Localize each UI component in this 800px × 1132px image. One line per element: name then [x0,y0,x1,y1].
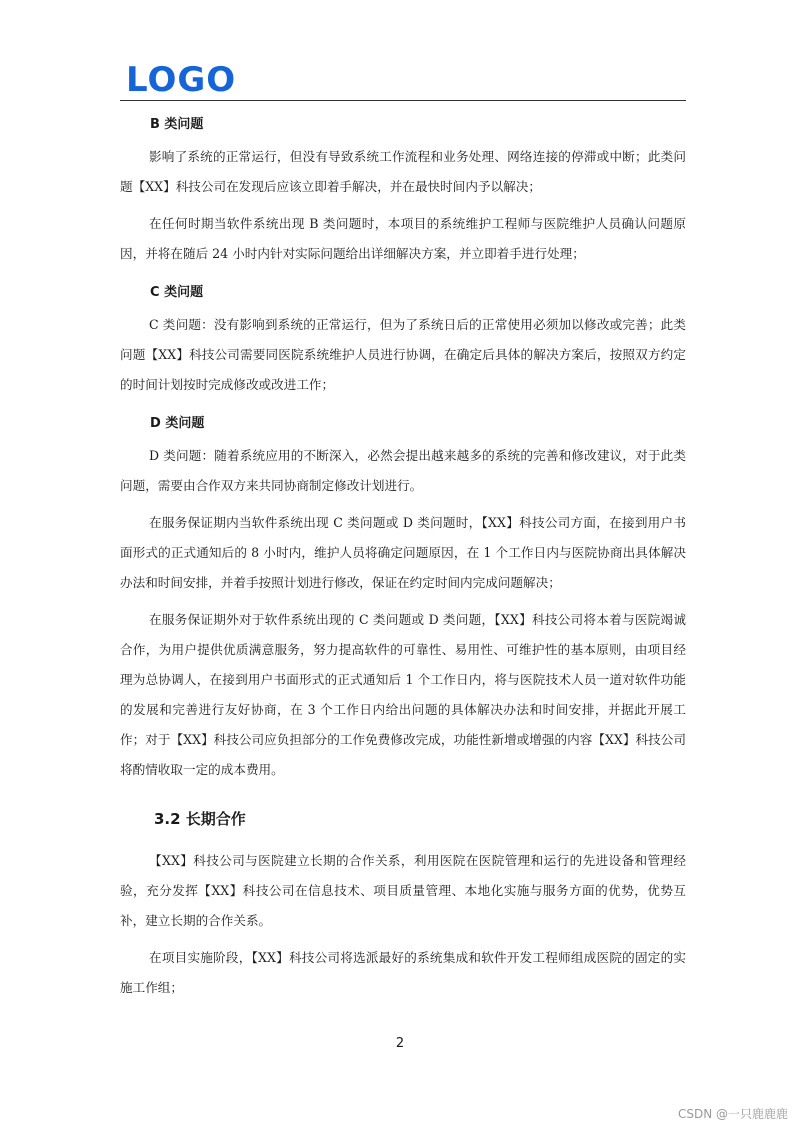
paragraph: 在项目实施阶段，【XX】科技公司将选派最好的系统集成和软件开发工程师组成医院的固定的实施工作组； [120,950,686,995]
paragraph: C 类问题：没有影响到系统的正常运行，但为了系统日后的正常使用必须加以修改或完善；此类问题【XX】科技公司需要同医院系统维护人员进行协调，在确定后具体的解决方案后，按照双方约定的时间计划按时完成修改或改进工作； [120,317,686,392]
heading-c-issues: C 类问题 [150,285,204,300]
page-number: 2 [395,1036,405,1051]
document-body [120,108,686,1010]
paragraph: 在服务保证期内当软件系统出现 C 类问题或 D 类问题时，【XX】科技公司方面，在接到用户书面形式的正式通知后的 8 小时内，维护人员将确定问题原因，在 1 个工作日内与医院协商出具体解决办法和时间安排，并着手按照计划进行修改，保证在约定时间内完成问题解决； [120,515,686,590]
heading-d-issues: D 类问题 [150,416,205,431]
paragraph: 在服务保证期外对于软件系统出现的 C 类问题或 D 类问题，【XX】科技公司将本着与医院竭诚合作，为用户提供优质满意服务，努力提高软件的可靠性、易用性、可维护性的基本原则，由项目经理为总协调人，在接到用户书面形式的正式通知后 1 个工作日内，将与医院技术人员一道对软件功能的发展和完善进行友好协商，在 3 个工作日内给出问题的具体解决办法和时间安排，并据此开展工作；对于【XX】科技公司应负担部分的工作免费修改完成，功能性新增或增强的内容【XX】科技公司将酌情收取一定的成本费用。 [120,612,686,777]
paragraph: 影响了系统的正常运行，但没有导致系统工作流程和业务处理、网络连接的停滞或中断；此类问题【XX】科技公司在发现后应该立即着手解决，并在最快时间内予以解决； [120,149,686,194]
paragraph: 在任何时期当软件系统出现 B 类问题时，本项目的系统维护工程师与医院维护人员确认问题原因，并将在随后 24 小时内针对实际问题给出详细解决方案，并立即着手进行处理； [120,216,686,261]
heading-long-term-cooperation: 3.2 长期合作 [154,810,246,828]
logo: LOGO [126,60,237,100]
watermark: CSDN @一只鹿鹿鹿 [677,1107,788,1121]
heading-b-issues: B 类问题 [150,117,204,132]
paragraph: D 类问题：随着系统应用的不断深入，必然会提出越来越多的系统的完善和修改建议，对于此类问题，需要由合作双方来共同协商制定修改计划进行。 [120,448,686,493]
paragraph: 【XX】科技公司与医院建立长期的合作关系，利用医院在医院管理和运行的先进设备和管理经验，充分发挥【XX】科技公司在信息技术、项目质量管理、本地化实施与服务方面的优势，优势互补，建立长期的合作关系。 [120,853,686,928]
header-divider [120,100,686,101]
